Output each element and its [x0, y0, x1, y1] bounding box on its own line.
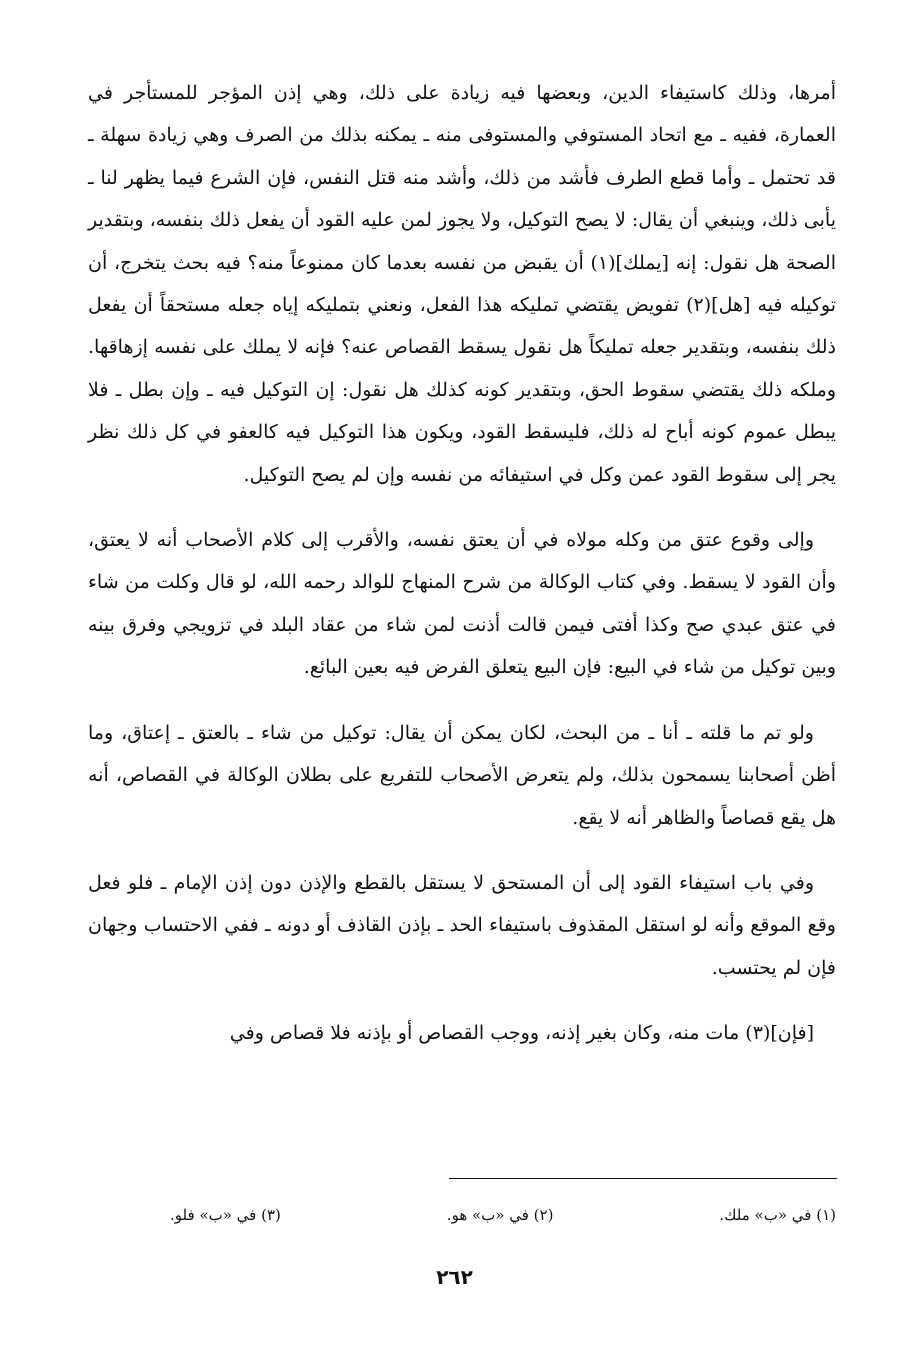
footnote-3: (٣) في «ب» فلو. [170, 1206, 281, 1224]
paragraph-3: ولو تم ما قلته ـ أنا ـ من البحث، لكان يمكن أن يقال: توكيل من شاء ـ بالعتق ـ إعتاق، وما أظن أصحابنا يسمحون بذلك، ولم يتعرض الأصحاب للتفريع على بطلان الوكالة في القصاص، أنه هل يقع قصاصاً والظاهر أنه لا يقع. [88, 721, 836, 829]
paragraph-4: وفي باب استيفاء القود إلى أن المستحق لا يستقل بالقطع والإذن دون إذن الإمام ـ فلو فعل وقع الموقع وأنه لو استقل المقذوف باستيفاء الحد ـ بإذن القاذف أو دونه ـ ففي الاحتساب وجهان فإن لم يحتسب. [88, 871, 836, 979]
main-text [88, 72, 836, 1055]
footnote-1: (١) في «ب» ملك. [719, 1206, 836, 1224]
footnotes [170, 1203, 836, 1227]
page-number: ٢٦٢ [436, 1265, 473, 1289]
footnote-divider [449, 1178, 837, 1179]
footnote-2: (٢) في «ب» هو. [446, 1206, 554, 1224]
paragraph-2: وإلى وقوع عتق من وكله مولاه في أن يعتق نفسه، والأقرب إلى كلام الأصحاب أنه لا يعتق، وأن القود لا يسقط. وفي كتاب الوكالة من شرح المنهاج للوالد رحمه الله، لو قال وكلت من شاء في عتق عبدي صح وكذا أفتى فيمن قالت أذنت لمن شاء من عقاد البلد في تزويجي وفرق بينه وبين توكيل من شاء في البيع: فإن البيع يتعلق الفرض فيه بعين البائع. [88, 529, 836, 679]
paragraph-1: أمرها، وذلك كاستيفاء الدين، وبعضها فيه زيادة على ذلك، وهي إذن المؤجر للمستأجر في العمارة، ففيه ـ مع اتحاد المستوفي والمستوفى منه ـ يمكنه بذلك من الصرف وهي زيادة سهلة ـ قد تحتمل ـ وأما قطع الطرف فأشد من ذلك، وأشد منه قتل النفس، فإن الشرع فيما يظهر لنا ـ يأبى ذلك، وينبغي أن يقال: لا يصح التوكيل، ولا يجوز لمن عليه القود أن يفعل ذلك بنفسه، وبتقدير الصحة هل نقول: إنه [يملك](١) أن يقبض من نفسه بعدما كان ممنوعاً منه؟ فيه بحث يتخرج، أن توكيله فيه [هل](٢) تفويض يقتضي تمليكه هذا الفعل، ونعني بتمليكه إياه جعله مستحقاً أن يفعل ذلك بنفسه، وبتقدير جعله تمليكاً هل نقول يسقط القصاص عنه؟ فإنه لا يملك على نفسه إزهاقها. وملكه ذلك يقتضي سقوط الحق، وبتقدير كونه كذلك هل نقول: إن التوكيل فيه ـ وإن بطل ـ فلا يبطل عموم كونه أباح له ذلك، فليسقط القود، ويكون هذا التوكيل فيه كالعفو في كل ذلك نظر يجر إلى سقوط القود عمن وكل في استيفائه من نفسه وإن لم يصح التوكيل. [88, 82, 836, 486]
paragraph-5: [فإن](٣) مات منه، وكان بغير إذنه، ووجب القصاص أو بإذنه فلا قصاص وفي [229, 1022, 814, 1045]
